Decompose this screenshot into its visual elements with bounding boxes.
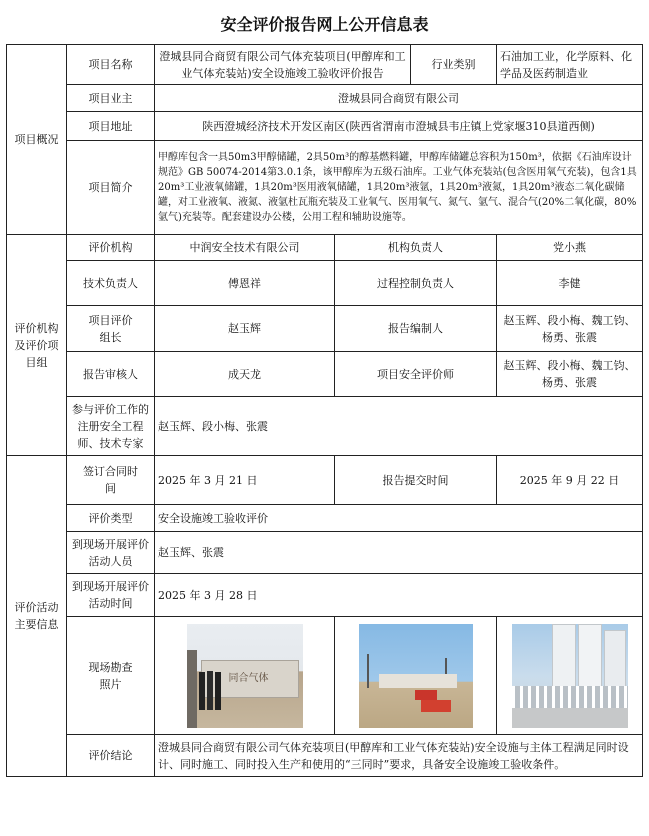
- summary: 甲醇库包含一具50m3甲醇储罐，2具50m³的醇基燃料罐，甲醇库储罐总容积为150m³，依据《石油库设计规范》GB 50074-2014第3.0.1条，该甲醇库为五级石油库。工业气体充装站(包含医用氧气充装)，包含1具20m³工业液氧储罐，1具20m³医用液氧储罐，1具20m³液氩，1具20m³液氮，1具20m³液态二氧化碳储罐，对工业液氧、液氮、液氩杜瓦瓶充装及工业氧气、医用氧气、氮气、氩气、混合气(20%二氧化碳，80%氩气)充装等。配套建设办公楼，公用工程和辅助设施等。: [155, 141, 643, 235]
- reviewer-label: 报告审核人: [67, 352, 155, 397]
- owner-label: 项目业主: [67, 85, 155, 112]
- contract-label: 签订合同时间: [67, 456, 155, 505]
- conclusion: 澄城县同合商贸有限公司气体充装项目(甲醇库和工业气体充装站)安全设施与主体工程满足同时设计、同时施工、同时投入生产和使用的“三同时”要求，具备安全设施竣工验收条件。: [155, 735, 643, 777]
- section-team: 评价机构及评价项目组: [7, 235, 67, 456]
- type: 安全设施竣工验收评价: [155, 505, 643, 532]
- industry-label: 行业类别: [411, 45, 497, 85]
- process-head-label: 过程控制负责人: [335, 261, 497, 306]
- site-photo-tanks: [512, 624, 628, 728]
- section-activity: 评价活动主要信息: [7, 456, 67, 777]
- personnel-label: 到现场开展评价活动人员: [67, 532, 155, 574]
- onsite-time-label: 到现场开展评价活动时间: [67, 574, 155, 617]
- agency-head: 党小燕: [497, 235, 643, 261]
- photo-cell-2: [335, 617, 497, 735]
- tech-head-label: 技术负责人: [67, 261, 155, 306]
- photo-cell-3: [497, 617, 643, 735]
- conclusion-label: 评价结论: [67, 735, 155, 777]
- info-table: [6, 44, 643, 777]
- section-overview: 项目概况: [7, 45, 67, 235]
- onsite-time: 2025 年 3 月 28 日: [155, 574, 643, 617]
- leader-label: 项目评价组长: [67, 306, 155, 352]
- tech-head: 傅恩祥: [155, 261, 335, 306]
- agency-head-label: 机构负责人: [335, 235, 497, 261]
- photos-label: 现场勘查照片: [67, 617, 155, 735]
- owner: 澄城县同合商贸有限公司: [155, 85, 643, 112]
- photo-sign-text: 同合气体: [228, 672, 269, 684]
- summary-label: 项目简介: [67, 141, 155, 235]
- compiler: 赵玉辉、段小梅、魏工钧、杨勇、张震: [497, 306, 643, 352]
- personnel: 赵玉辉、张震: [155, 532, 643, 574]
- industry: 石油加工业，化学原料、化学品及医药制造业: [497, 45, 643, 85]
- submit-label: 报告提交时间: [335, 456, 497, 505]
- safety-assessor-label: 项目安全评价师: [335, 352, 497, 397]
- agency-label: 评价机构: [67, 235, 155, 261]
- submit-date: 2025 年 9 月 22 日: [497, 456, 643, 505]
- project-name-label: 项目名称: [67, 45, 155, 85]
- process-head: 李健: [497, 261, 643, 306]
- experts-label: 参与评价工作的注册安全工程师、技术专家: [67, 397, 155, 456]
- site-photo-entrance: [187, 624, 303, 728]
- project-name: 澄城县同合商贸有限公司气体充装项目(甲醇库和工业气体充装站)安全设施竣工验收评价报告: [155, 45, 411, 85]
- address: 陕西澄城经济技术开发区南区(陕西省渭南市澄城县韦庄镇上党家堰310县道西侧): [155, 112, 643, 141]
- type-label: 评价类型: [67, 505, 155, 532]
- contract-date: 2025 年 3 月 21 日: [155, 456, 335, 505]
- agency: 中润安全技术有限公司: [155, 235, 335, 261]
- safety-assessor: 赵玉辉、段小梅、魏工钧、杨勇、张震: [497, 352, 643, 397]
- experts: 赵玉辉、段小梅、张震: [155, 397, 643, 456]
- reviewer: 成天龙: [155, 352, 335, 397]
- photo-cell-1: [155, 617, 335, 735]
- leader: 赵玉辉: [155, 306, 335, 352]
- page-title: 安全评价报告网上公开信息表: [220, 15, 429, 34]
- compiler-label: 报告编制人: [335, 306, 497, 352]
- address-label: 项目地址: [67, 112, 155, 141]
- site-photo-yard: [359, 624, 473, 728]
